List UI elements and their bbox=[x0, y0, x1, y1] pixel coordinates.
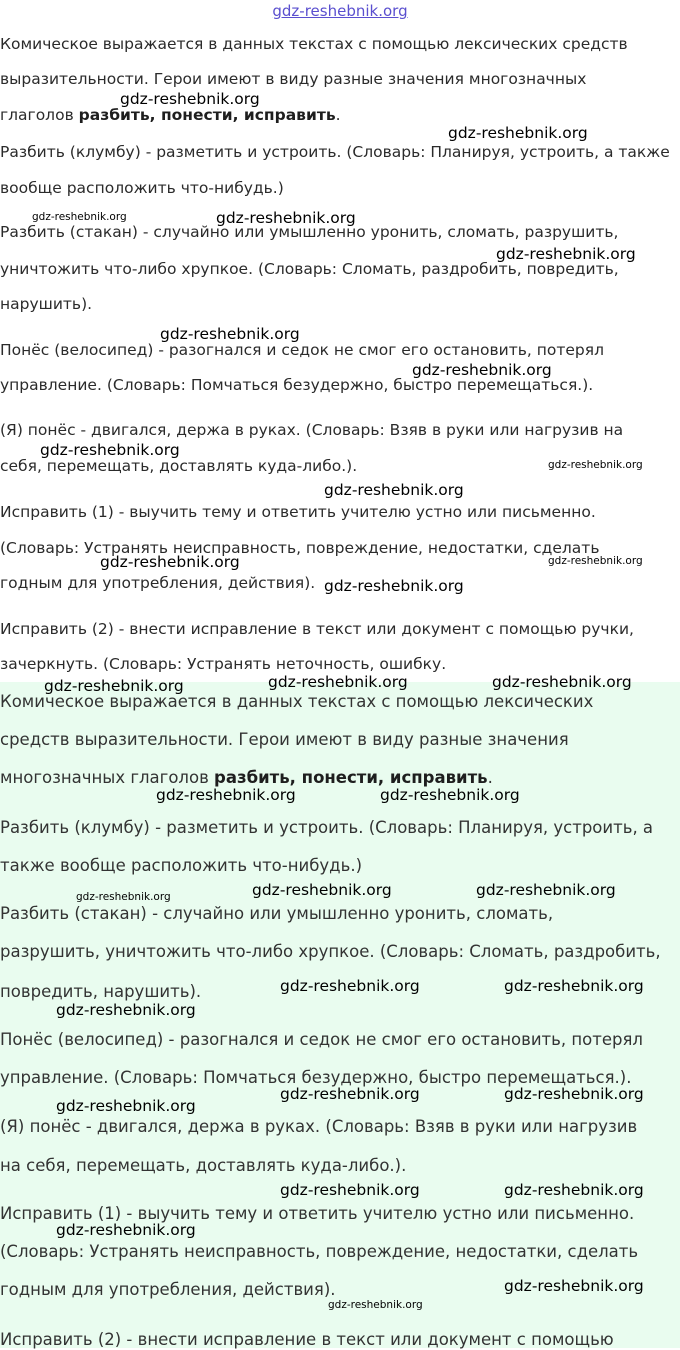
text-line: также вообще расположить что-нибудь.) bbox=[0, 856, 363, 875]
watermark-text: gdz-reshebnik.org bbox=[56, 1097, 196, 1115]
text-line-part: . bbox=[335, 106, 341, 124]
text-line: средств выразительности. Герои имеют в виду разные значения bbox=[0, 730, 569, 749]
watermark-text: gdz-reshebnik.org bbox=[100, 553, 240, 571]
watermark-text: gdz-reshebnik.org bbox=[448, 124, 588, 142]
site-link[interactable]: gdz-reshebnik.org bbox=[272, 2, 408, 20]
watermark-text: gdz-reshebnik.org bbox=[32, 211, 127, 223]
text-line: годным для употребления, действия). bbox=[0, 1280, 336, 1299]
text-line: выразительности. Герои имеют в виду разные значения многозначных bbox=[0, 70, 587, 88]
text-line: Комическое выражается в данных текстах с помощью лексических средств bbox=[0, 35, 628, 53]
watermark-text: gdz-reshebnik.org bbox=[280, 1085, 420, 1103]
text-line: уничтожить что-либо хрупкое. (Словарь: Сломать, раздробить, повредить, bbox=[0, 260, 619, 278]
watermark-text: gdz-reshebnik.org bbox=[380, 786, 520, 804]
watermark-text: gdz-reshebnik.org bbox=[76, 891, 171, 903]
watermark-text: gdz-reshebnik.org bbox=[496, 245, 636, 263]
watermark-text: gdz-reshebnik.org bbox=[44, 677, 184, 695]
watermark-text: gdz-reshebnik.org bbox=[476, 881, 616, 899]
bold-verbs: разбить, понести, исправить bbox=[78, 106, 336, 124]
text-line: на себя, перемещать, доставлять куда-либо.). bbox=[0, 1156, 407, 1175]
watermark-text: gdz-reshebnik.org bbox=[324, 577, 464, 595]
text-line bbox=[0, 768, 493, 788]
watermark-text: gdz-reshebnik.org bbox=[40, 441, 180, 459]
text-line: Исправить (2) - внести исправление в текст или документ с помощью ручки, bbox=[0, 620, 634, 638]
watermark-text: gdz-reshebnik.org bbox=[252, 881, 392, 899]
watermark-text: gdz-reshebnik.org bbox=[56, 1001, 196, 1019]
watermark-text: gdz-reshebnik.org bbox=[328, 1299, 423, 1311]
watermark-text: gdz-reshebnik.org bbox=[56, 1221, 196, 1239]
text-line: (Словарь: Устранять неисправность, повреждение, недостатки, сделать bbox=[0, 539, 600, 557]
text-line: Разбить (стакан) - случайно или умышленно уронить, сломать, bbox=[0, 904, 554, 923]
text-line: годным для употребления, действия). bbox=[0, 574, 316, 592]
text-line: повредить, нарушить). bbox=[0, 982, 202, 1001]
watermark-text: gdz-reshebnik.org bbox=[504, 977, 644, 995]
text-line: Понёс (велосипед) - разогнался и седок не смог его остановить, потерял bbox=[0, 1030, 643, 1049]
watermark-text: gdz-reshebnik.org bbox=[548, 555, 643, 567]
text-line: нарушить). bbox=[0, 295, 93, 313]
text-line: Комическое выражается в данных текстах с помощью лексических bbox=[0, 692, 594, 711]
watermark-text: gdz-reshebnik.org bbox=[216, 209, 356, 227]
text-line: зачеркнуть. (Словарь: Устранять неточность, ошибку. bbox=[0, 655, 447, 673]
watermark-text: gdz-reshebnik.org bbox=[156, 786, 296, 804]
watermark-text: gdz-reshebnik.org bbox=[120, 90, 260, 108]
bold-verbs: разбить, понести, исправить bbox=[214, 768, 488, 787]
watermark-text: gdz-reshebnik.org bbox=[268, 673, 408, 691]
watermark-text: gdz-reshebnik.org bbox=[548, 459, 643, 471]
text-line bbox=[0, 105, 341, 125]
text-line: управление. (Словарь: Помчаться безудержно, быстро перемещаться.). bbox=[0, 1068, 632, 1087]
text-line: (Словарь: Устранять неисправность, повреждение, недостатки, сделать bbox=[0, 1242, 639, 1261]
watermark-text: gdz-reshebnik.org bbox=[412, 361, 552, 379]
text-line-part: многозначных глаголов bbox=[0, 768, 215, 787]
text-line: Исправить (1) - выучить тему и ответить учителю устно или письменно. bbox=[0, 503, 596, 521]
text-line-part: глаголов bbox=[0, 106, 79, 124]
watermark-text: gdz-reshebnik.org bbox=[492, 673, 632, 691]
text-line: (Я) понёс - двигался, держа в руках. (Словарь: Взяв в руки или нагрузив bbox=[0, 1117, 638, 1136]
text-line: Исправить (1) - выучить тему и ответить учителю устно или письменно. bbox=[0, 1204, 635, 1223]
text-line: вообще расположить что-нибудь.) bbox=[0, 179, 284, 197]
text-line: себя, перемещать, доставлять куда-либо.). bbox=[0, 457, 358, 475]
text-line: Разбить (клумбу) - разметить и устроить. (Словарь: Планируя, устроить, а bbox=[0, 818, 654, 837]
text-line: (Я) понёс - двигался, держа в руках. (Словарь: Взяв в руки или нагрузив на bbox=[0, 421, 624, 439]
watermark-text: gdz-reshebnik.org bbox=[160, 325, 300, 343]
watermark-text: gdz-reshebnik.org bbox=[280, 1181, 420, 1199]
text-line: разрушить, уничтожить что-либо хрупкое. (Словарь: Сломать, раздробить, bbox=[0, 942, 661, 961]
text-line: Разбить (стакан) - случайно или умышленно уронить, сломать, разрушить, bbox=[0, 223, 619, 241]
text-line: Разбить (клумбу) - разметить и устроить. (Словарь: Планируя, устроить, а также bbox=[0, 143, 670, 161]
text-line: Понёс (велосипед) - разогнался и седок не смог его остановить, потерял bbox=[0, 341, 604, 359]
text-line-part: . bbox=[487, 768, 493, 787]
text-line: Исправить (2) - внести исправление в текст или документ с помощью bbox=[0, 1330, 614, 1349]
watermark-text: gdz-reshebnik.org bbox=[504, 1085, 644, 1103]
watermark-text: gdz-reshebnik.org bbox=[280, 977, 420, 995]
watermark-text: gdz-reshebnik.org bbox=[504, 1181, 644, 1199]
watermark-text: gdz-reshebnik.org bbox=[504, 1277, 644, 1295]
text-line: управление. (Словарь: Помчаться безудержно, быстро перемещаться.). bbox=[0, 376, 594, 394]
watermark-text: gdz-reshebnik.org bbox=[324, 481, 464, 499]
